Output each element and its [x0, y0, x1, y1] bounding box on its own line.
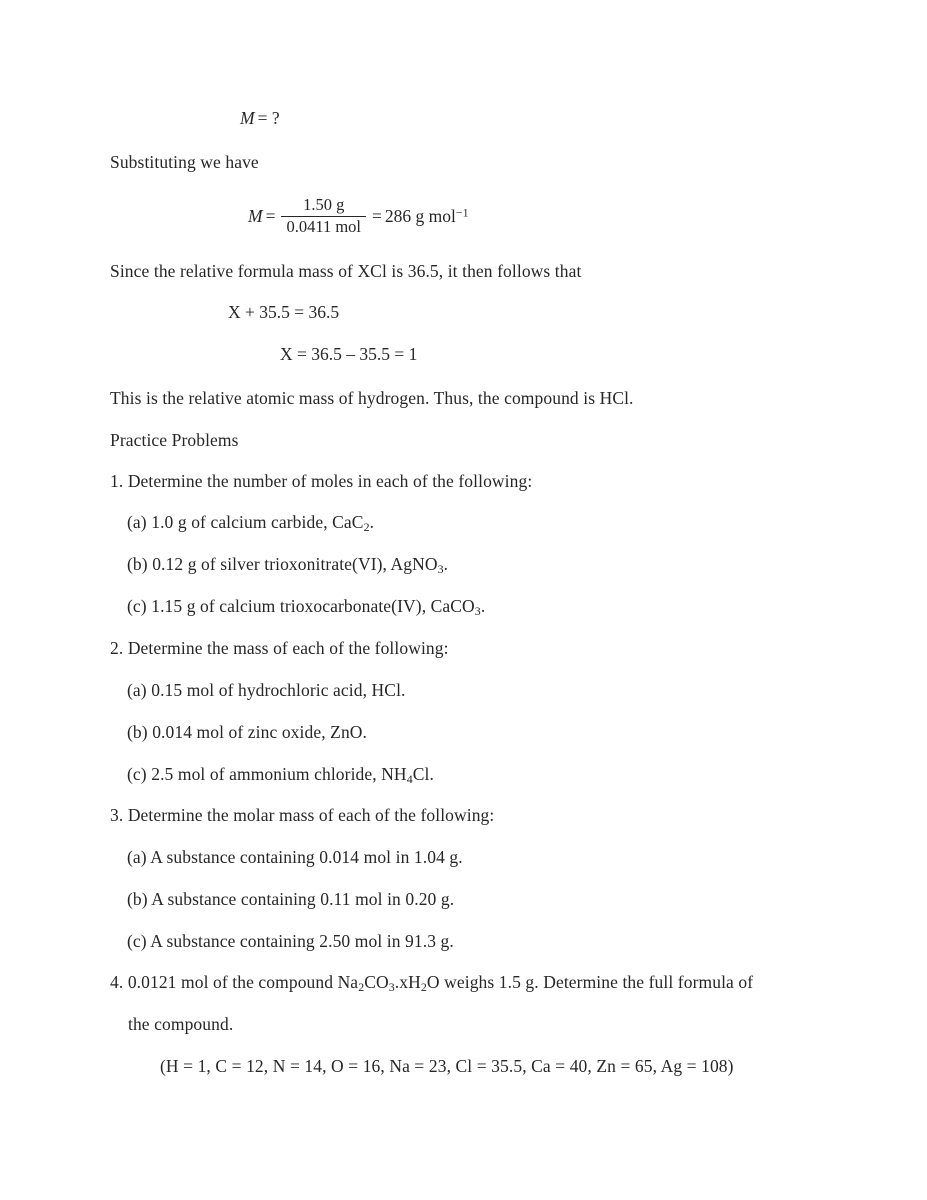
- problem-2-number: 2.: [110, 638, 124, 658]
- problem-1-prompt: [110, 471, 532, 493]
- item-label: (a): [127, 680, 147, 700]
- equation-x-plus: X + 35.5 = 36.5: [228, 302, 340, 322]
- problem-1-item-b: [127, 554, 448, 576]
- equation-molar-mass-symbol: M: [248, 205, 263, 226]
- item-text: 2.5 mol of ammonium chloride, NH: [151, 764, 407, 784]
- fraction-denominator: 0.0411 mol: [286, 216, 362, 236]
- practice-problems-heading: Practice Problems: [110, 430, 239, 450]
- item-text-after: .: [443, 554, 449, 574]
- item-text-after: .: [369, 512, 375, 532]
- item-subscript: 4: [406, 771, 413, 786]
- item-subscript: 3: [437, 561, 444, 576]
- item-text: 0.15 mol of hydrochloric acid, HCl.: [151, 680, 406, 700]
- problem-3-item-a: [127, 847, 463, 869]
- problem-3-number: 3.: [110, 805, 124, 825]
- conclusion-sentence: This is the relative atomic mass of hydrogen. Thus, the compound is HCl.: [110, 388, 634, 408]
- item-subscript: 2: [363, 519, 370, 534]
- mass-over-moles-fraction: [281, 196, 366, 237]
- problem-3-text: Determine the molar mass of each of the following:: [127, 805, 495, 825]
- problem-4-subscript-1: 2: [358, 979, 365, 994]
- problem-1-number: 1.: [110, 471, 124, 491]
- problem-2-item-a: [127, 680, 406, 702]
- substituting-sentence: Substituting we have: [110, 152, 259, 172]
- molar-mass-result: [385, 206, 469, 227]
- item-label: (b): [127, 722, 148, 742]
- fraction-numerator: 1.50 g: [303, 195, 345, 214]
- molar-mass-unknown-value: = ?: [257, 108, 280, 128]
- problem-4-subscript-2: 3: [388, 979, 395, 994]
- item-text: A substance containing 0.014 mol in 1.04 g.: [150, 847, 463, 867]
- problem-4-text-part-c: .xH: [394, 972, 421, 992]
- molar-mass-result-value: 286 g mol: [384, 205, 456, 226]
- item-text: A substance containing 2.50 mol in 91.3 g.: [150, 931, 454, 951]
- problem-4-number: 4.: [110, 972, 124, 992]
- problem-4-subscript-3: 2: [420, 979, 427, 994]
- problem-2-prompt: [110, 638, 449, 660]
- problem-4-text-part-d: O weighs 1.5 g. Determine the full formula of: [426, 972, 754, 992]
- equation-x-solved: X = 36.5 – 35.5 = 1: [280, 344, 418, 364]
- item-text-after: Cl.: [412, 764, 434, 784]
- item-text: 1.15 g of calcium trioxocarbonate(IV), CaCO: [151, 596, 475, 616]
- equals-sign-first: =: [265, 205, 276, 226]
- item-text: 0.12 g of silver trioxonitrate(VI), AgNO: [152, 554, 438, 574]
- molar-mass-result-exponent: −1: [455, 205, 469, 220]
- item-label: (c): [127, 764, 147, 784]
- item-label: (b): [127, 554, 148, 574]
- problem-1-item-c: [127, 596, 485, 618]
- item-text: 0.014 mol of zinc oxide, ZnO.: [152, 722, 368, 742]
- relative-formula-mass-sentence: Since the relative formula mass of XCl is 36.5, it then follows that: [110, 261, 582, 281]
- problem-3-prompt: [110, 805, 494, 827]
- problem-1-item-a: [127, 512, 374, 534]
- item-text: 1.0 g of calcium carbide, CaC: [151, 512, 364, 532]
- problem-3-item-c: [127, 931, 454, 953]
- problem-4-text-part-b: CO: [364, 972, 389, 992]
- item-label: (b): [127, 889, 148, 909]
- problem-1-text: Determine the number of moles in each of the following:: [127, 471, 533, 491]
- problem-3-item-b: [127, 889, 454, 911]
- substitution-equation: [248, 196, 469, 237]
- molar-mass-symbol: M: [240, 108, 255, 128]
- item-label: (a): [127, 512, 147, 532]
- item-label: (c): [127, 931, 147, 951]
- molar-mass-unknown-equation: [240, 108, 280, 129]
- problem-4-continuation: the compound.: [128, 1014, 234, 1034]
- problem-4-prompt: [110, 972, 753, 994]
- item-text: A substance containing 0.11 mol in 0.20 g.: [151, 889, 455, 909]
- problem-2-text: Determine the mass of each of the following:: [127, 638, 449, 658]
- problem-4-text-part-a: 0.0121 mol of the compound Na: [127, 972, 359, 992]
- item-label: (c): [127, 596, 147, 616]
- item-label: (a): [127, 847, 147, 867]
- equals-sign-second: =: [372, 205, 382, 226]
- atomic-masses-note: (H = 1, C = 12, N = 14, O = 16, Na = 23, Cl = 35.5, Ca = 40, Zn = 65, Ag = 108): [160, 1056, 734, 1076]
- problem-2-item-c: [127, 764, 434, 786]
- item-text-after: .: [480, 596, 486, 616]
- problem-2-item-b: [127, 722, 367, 744]
- item-subscript: 3: [474, 603, 481, 618]
